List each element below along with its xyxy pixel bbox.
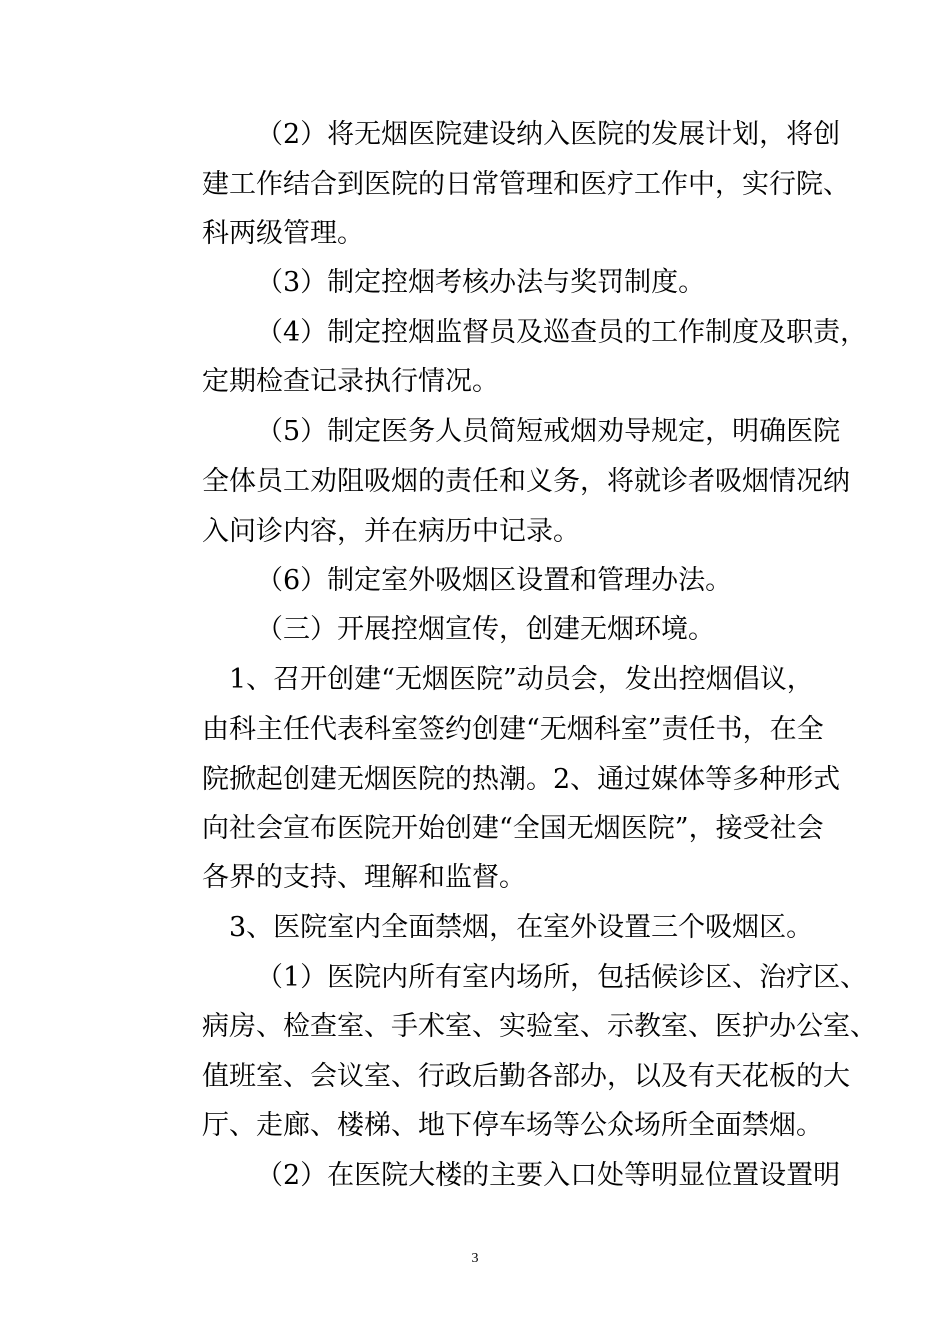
text-line: 病房、检查室、手术室、实验室、示教室、医护办公室、 (202, 1011, 877, 1042)
text-line: （2）将无烟医院建设纳入医院的发展计划，将创 (256, 119, 841, 150)
text-line: 厅、走廊、楼梯、地下停车场等公众场所全面禁烟。 (202, 1110, 823, 1141)
page-number: 3 (471, 1251, 479, 1266)
text-line: 定期检查记录执行情况。 (202, 366, 499, 397)
text-line: （三）开展控烟宣传，创建无烟环境。 (256, 614, 715, 645)
text-line: 全体员工劝阻吸烟的责任和义务，将就诊者吸烟情况纳 (202, 466, 850, 497)
text-line: （6）制定室外吸烟区设置和管理办法。 (256, 565, 733, 596)
text-line: 各界的支持、理解和监督。 (202, 862, 526, 893)
text-line: 1、召开创建“无烟医院”动员会，发出控烟倡议， (229, 664, 814, 695)
text-line: 科两级管理。 (202, 218, 364, 249)
text-line: （4）制定控烟监督员及巡查员的工作制度及职责， (256, 317, 868, 348)
text-line: 建工作结合到医院的日常管理和医疗工作中，实行院、 (202, 169, 850, 200)
text-line: 入问诊内容，并在病历中记录。 (202, 516, 580, 547)
text-line: 3、医院室内全面禁烟，在室外设置三个吸烟区。 (229, 912, 814, 943)
text-line: 由科主任代表科室签约创建“无烟科室”责任书，在全 (202, 714, 824, 745)
text-line: 值班室、会议室、行政后勤各部办，以及有天花板的大 (202, 1061, 850, 1092)
text-line: 向社会宣布医院开始创建“全国无烟医院”，接受社会 (202, 813, 824, 844)
text-line: （1）医院内所有室内场所，包括候诊区、治疗区、 (256, 962, 868, 993)
text-line: （2）在医院大楼的主要入口处等明显位置设置明 (256, 1160, 841, 1191)
text-line: （5）制定医务人员简短戒烟劝导规定，明确医院 (256, 416, 841, 447)
text-line: （3）制定控烟考核办法与奖罚制度。 (256, 267, 706, 298)
text-line: 院掀起创建无烟医院的热潮。2、通过媒体等多种形式 (202, 764, 841, 795)
